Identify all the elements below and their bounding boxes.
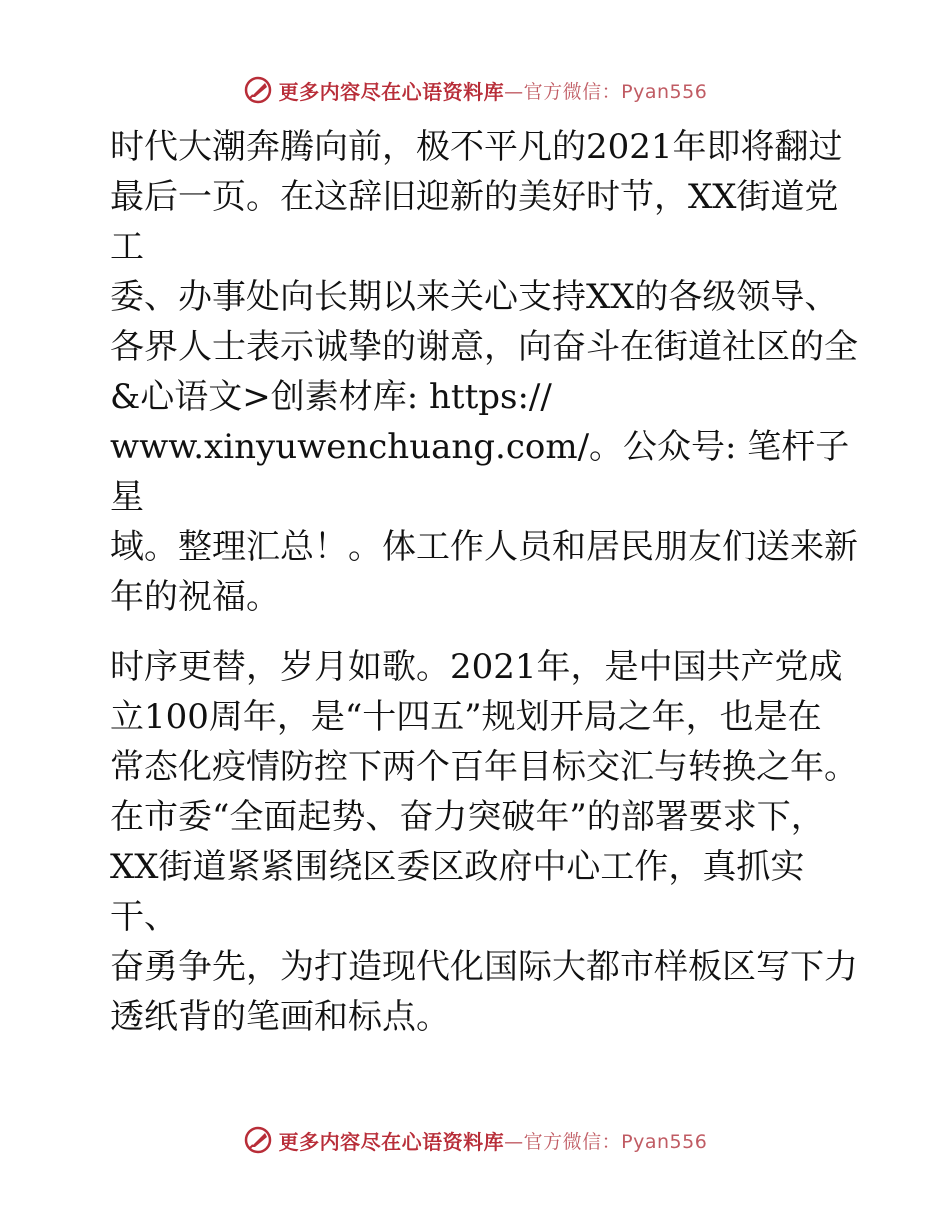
text-line: 最后一页。在这辞旧迎新的美好时节，XX街道党工 bbox=[110, 177, 839, 267]
paragraph-2 bbox=[98, 642, 858, 1042]
banner-wechat-text: —官方微信：Pyan556 bbox=[504, 80, 708, 103]
text-line: www.xinyuwenchuang.com/。公众号: 笔杆子星 bbox=[110, 427, 850, 517]
text-line: 奋勇争先，为打造现代化国际大都市样板区写下力 bbox=[110, 947, 858, 987]
banner-wechat-text: —官方微信：Pyan556 bbox=[504, 1130, 708, 1153]
paragraph-1 bbox=[98, 122, 858, 622]
text-line: 时代大潮奔腾向前，极不平凡的2021年即将翻过 bbox=[110, 127, 843, 167]
document-body bbox=[98, 122, 858, 1042]
feather-pen-logo-icon bbox=[243, 1125, 273, 1155]
text-line: 时序更替，岁月如歌。2021年，是中国共产党成 bbox=[110, 647, 843, 687]
text-line: 立100周年，是“十四五”规划开局之年，也是在 bbox=[110, 697, 822, 737]
footer-banner bbox=[0, 1120, 950, 1160]
text-line: 常态化疫情防控下两个百年目标交汇与转换之年。 bbox=[110, 747, 858, 787]
feather-pen-logo-icon bbox=[243, 75, 273, 105]
text-line: 透纸背的笔画和标点。 bbox=[110, 997, 450, 1037]
text-line: 委、办事处向长期以来关心支持XX的各级领导、 bbox=[110, 277, 839, 317]
header-banner bbox=[0, 70, 950, 110]
text-line: &心语文>创素材库: https:// bbox=[110, 377, 552, 417]
text-line: 各界人士表示诚挚的谢意，向奋斗在街道社区的全 bbox=[110, 327, 858, 367]
banner-main-text: 更多内容尽在心语资料库 bbox=[278, 79, 505, 104]
text-line: 年的祝福。 bbox=[110, 577, 280, 617]
text-line: 在市委“全面起势、奋力突破年”的部署要求下， bbox=[110, 797, 825, 837]
text-line: XX街道紧紧围绕区委区政府中心工作，真抓实干、 bbox=[110, 847, 805, 937]
text-line: 域。整理汇总！。体工作人员和居民朋友们送来新 bbox=[110, 527, 858, 567]
banner-main-text: 更多内容尽在心语资料库 bbox=[278, 1129, 505, 1154]
